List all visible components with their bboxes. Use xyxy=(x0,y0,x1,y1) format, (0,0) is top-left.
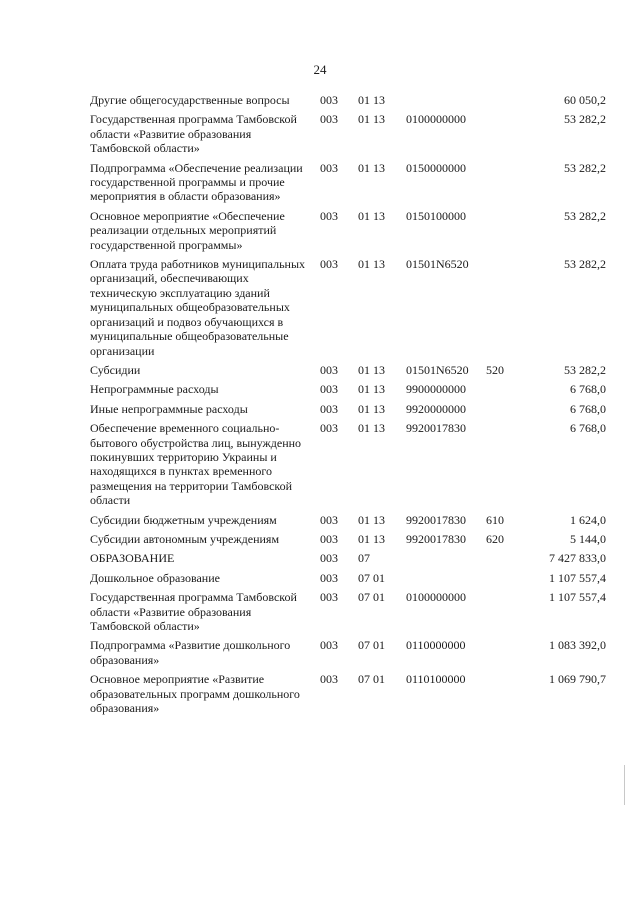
table-row xyxy=(90,590,606,633)
row-ved: 003 xyxy=(320,570,338,585)
row-csr: 9920017830 xyxy=(406,421,466,436)
row-ved: 003 xyxy=(320,208,338,223)
row-ved: 003 xyxy=(320,112,338,127)
row-sum: 53 282,2 xyxy=(564,112,606,127)
table-row xyxy=(90,363,606,377)
row-sum: 6 768,0 xyxy=(570,382,606,397)
row-ved: 003 xyxy=(320,401,338,416)
row-sum: 53 282,2 xyxy=(564,160,606,175)
row-name: Другие общегосударственные вопросы xyxy=(90,93,290,107)
row-section: 01 13 xyxy=(358,512,385,527)
row-csr xyxy=(406,93,486,107)
row-sum: 7 427 833,0 xyxy=(549,551,606,566)
row-csr: 0110100000 xyxy=(406,672,466,687)
page-number: 24 xyxy=(313,62,327,77)
row-vr xyxy=(486,551,516,565)
row-ved: 003 xyxy=(320,382,338,397)
table-row xyxy=(90,532,606,546)
row-section: 01 13 xyxy=(358,208,385,223)
row-name: Субсидии автономным учреждениям xyxy=(90,531,280,546)
row-ved: 003 xyxy=(320,531,338,546)
row-vr xyxy=(486,571,516,585)
row-section: 07 01 xyxy=(358,672,385,687)
row-csr: 9920000000 xyxy=(406,401,466,416)
budget-table xyxy=(90,93,606,715)
row-csr: 0150000000 xyxy=(406,160,466,175)
row-vr: 620 xyxy=(486,531,504,546)
row-section: 07 01 xyxy=(358,570,385,585)
row-csr xyxy=(406,571,486,585)
row-sum: 53 282,2 xyxy=(564,257,606,272)
row-name: Государственная программа Тамбовской области «Развитие образования Тамбовской области» xyxy=(90,590,297,633)
row-section: 01 13 xyxy=(358,421,385,436)
row-ved: 003 xyxy=(320,590,338,605)
row-section: 01 13 xyxy=(358,93,385,107)
row-vr xyxy=(486,257,516,358)
row-csr: 0100000000 xyxy=(406,590,466,605)
row-name: Субсидии бюджетным учреждениям xyxy=(90,512,277,527)
row-sum: 1 069 790,7 xyxy=(549,672,606,687)
row-vr xyxy=(486,112,516,155)
table-row xyxy=(90,161,606,204)
row-name: Подпрограмма «Обеспечение реализации государственной программы и прочие мероприятия в области образования» xyxy=(90,160,303,204)
row-csr: 0150100000 xyxy=(406,208,466,223)
row-ved: 003 xyxy=(320,257,338,272)
row-csr: 9920017830 xyxy=(406,512,466,527)
row-ved: 003 xyxy=(320,512,338,527)
scan-mark xyxy=(624,765,625,805)
row-section: 07 01 xyxy=(358,638,385,653)
row-section: 07 xyxy=(358,551,370,566)
row-sum: 1 624,0 xyxy=(570,512,606,527)
table-row xyxy=(90,551,606,565)
row-sum: 1 107 557,4 xyxy=(549,570,606,585)
row-section: 01 13 xyxy=(358,531,385,546)
row-section: 01 13 xyxy=(358,382,385,397)
table-row xyxy=(90,402,606,416)
row-vr xyxy=(486,382,516,396)
row-section: 01 13 xyxy=(358,112,385,127)
row-csr xyxy=(406,551,486,565)
row-vr: 520 xyxy=(486,362,504,377)
row-ved: 003 xyxy=(320,362,338,377)
row-section: 01 13 xyxy=(358,257,385,272)
table-row xyxy=(90,638,606,667)
row-name: Иные непрограммные расходы xyxy=(90,401,248,416)
row-vr xyxy=(486,93,516,107)
row-vr xyxy=(486,402,516,416)
row-vr: 610 xyxy=(486,512,504,527)
table-row xyxy=(90,112,606,155)
row-sum: 1 083 392,0 xyxy=(549,638,606,653)
row-vr xyxy=(486,672,516,715)
row-ved: 003 xyxy=(320,421,338,436)
row-section: 07 01 xyxy=(358,590,385,605)
table-row xyxy=(90,93,606,107)
row-section: 01 13 xyxy=(358,362,385,377)
row-csr: 01501N6520 xyxy=(406,257,469,272)
row-name: Обеспечение временного социально-бытового обустройства лиц, вынужденно покинувших территорию Украины и находящихся в пунктах временного размещения на территории Тамбовской области xyxy=(90,421,302,508)
row-vr xyxy=(486,638,516,667)
row-sum: 1 107 557,4 xyxy=(549,590,606,605)
table-row xyxy=(90,382,606,396)
table-row xyxy=(90,672,606,715)
row-ved: 003 xyxy=(320,93,338,107)
row-ved: 003 xyxy=(320,551,338,566)
row-name: ОБРАЗОВАНИЕ xyxy=(90,551,175,566)
row-sum: 53 282,2 xyxy=(564,362,606,377)
row-sum: 6 768,0 xyxy=(570,401,606,416)
row-name: Оплата труда работников муниципальных организаций, обеспечивающих техническую эксплуатацию зданий муниципальных общеобразовательных организаций и подвоз обучающихся в муниципальные общеобразовательные организации xyxy=(90,257,306,358)
row-section: 01 13 xyxy=(358,160,385,175)
row-name: Основное мероприятие «Обеспечение реализации отдельных мероприятий государственной программы» xyxy=(90,208,285,252)
row-csr: 9920017830 xyxy=(406,531,466,546)
table-row xyxy=(90,421,606,507)
row-sum: 6 768,0 xyxy=(570,421,606,436)
row-name: Государственная программа Тамбовской области «Развитие образования Тамбовской области» xyxy=(90,112,297,156)
row-vr xyxy=(486,161,516,204)
row-name: Подпрограмма «Развитие дошкольного образования» xyxy=(90,638,291,667)
budget-table-body xyxy=(90,93,606,715)
table-row xyxy=(90,571,606,585)
row-name: Основное мероприятие «Развитие образовательных программ дошкольного образования» xyxy=(90,672,300,716)
row-ved: 003 xyxy=(320,160,338,175)
row-section: 01 13 xyxy=(358,401,385,416)
row-csr: 0100000000 xyxy=(406,112,466,127)
row-vr xyxy=(486,209,516,252)
row-name: Субсидии xyxy=(90,362,141,377)
row-ved: 003 xyxy=(320,638,338,653)
row-name: Дошкольное образование xyxy=(90,570,220,585)
row-vr xyxy=(486,421,516,507)
row-csr: 01501N6520 xyxy=(406,362,469,377)
row-vr xyxy=(486,590,516,633)
row-sum: 5 144,0 xyxy=(570,531,606,546)
row-csr: 9900000000 xyxy=(406,382,466,397)
row-ved: 003 xyxy=(320,672,338,687)
row-sum: 60 050,2 xyxy=(564,93,606,107)
row-sum: 53 282,2 xyxy=(564,208,606,223)
table-row xyxy=(90,209,606,252)
table-row xyxy=(90,513,606,527)
row-name: Непрограммные расходы xyxy=(90,382,219,397)
row-csr: 0110000000 xyxy=(406,638,466,653)
table-row xyxy=(90,257,606,358)
